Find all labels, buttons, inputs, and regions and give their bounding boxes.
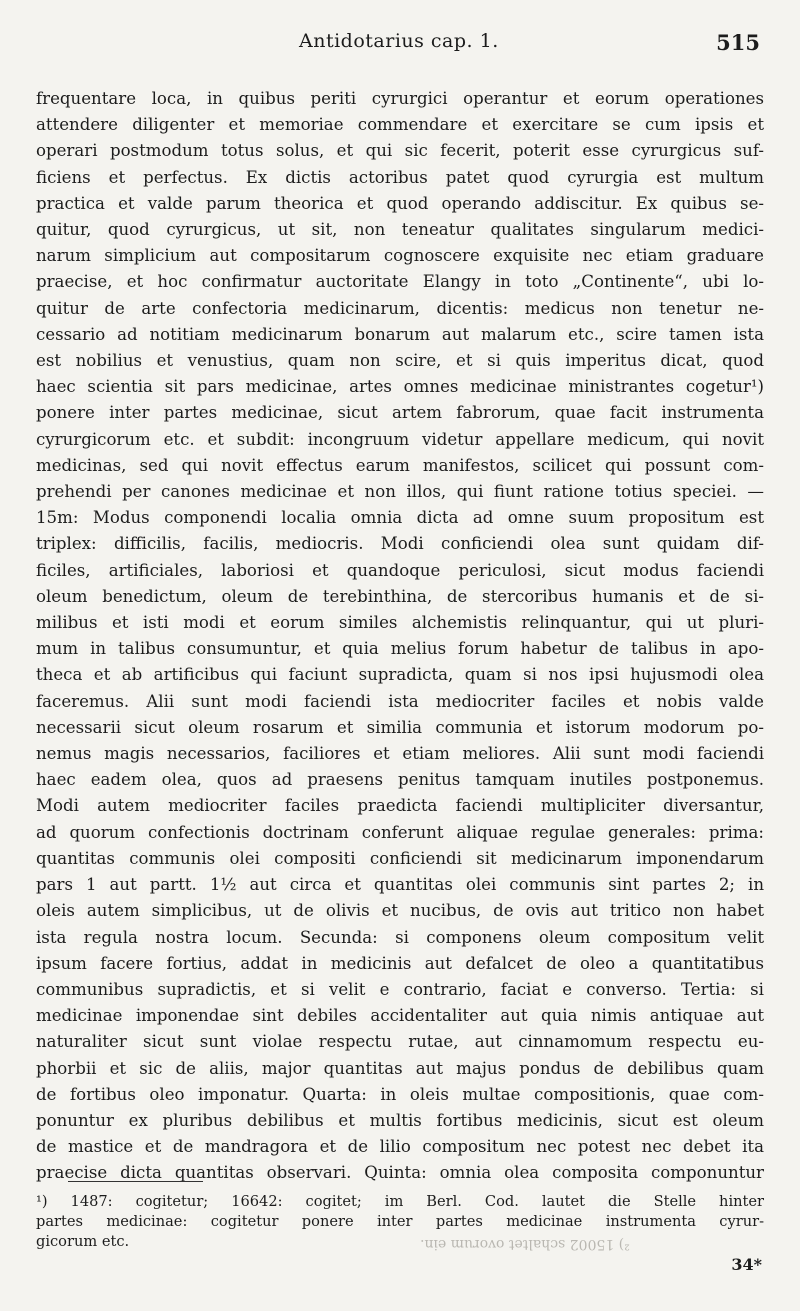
text-line: ipsum facere fortius, addat in medicinis aut defalcet de oleo a quantitatibus: [36, 953, 764, 973]
body-text: [36, 86, 764, 1187]
text-line: praecise, et hoc confirmatur auctoritate Elangy in toto „Continente“, ubi lo-: [36, 272, 764, 292]
text-line: nemus magis necessarios, faciliores et etiam meliores. Alii sunt modi faciendi: [36, 744, 764, 764]
text-line: milibus et isti modi et eorum similes alchemistis relinquantur, qui ut pluri-: [36, 613, 764, 633]
running-head: [0, 30, 800, 60]
text-line: naturaliter sicut sunt violae respectu rutae, aut cinnamomum respectu eu-: [36, 1032, 764, 1052]
text-line: mum in talibus consumuntur, et quia melius forum habetur de talibus in apo-: [36, 639, 764, 659]
text-line: haec eadem olea, quos ad praesens penitus tamquam inutiles postponemus.: [36, 770, 764, 790]
text-line: cessario ad notitiam medicinarum bonarum aut malarum etc., scire tamen ista: [36, 324, 764, 344]
text-line: ad quorum confectionis doctrinam conferunt aliquae regulae generales: prima:: [36, 822, 764, 842]
text-line: frequentare loca, in quibus periti cyrurgici operantur et eorum operationes: [36, 89, 764, 108]
text-line: theca et ab artificibus qui faciunt supradicta, quam si nos ipsi hujusmodi olea: [36, 665, 764, 685]
text-line: medicinas, sed qui novit effectus earum manifestos, scilicet qui possunt com-: [36, 455, 764, 475]
text-line: quitur de arte confectoria medicinarum, dicentis: medicus non tenetur ne-: [36, 298, 764, 318]
footnote: [36, 1192, 764, 1252]
text-line: haec scientia sit pars medicinae, artes omnes medicinae ministrantes cogetur¹): [36, 377, 764, 397]
footnote-line: partes medicinae: cogitetur ponere inter partes medicinae instrumenta cyrur-: [36, 1213, 764, 1230]
text-line: triplex: difficilis, facilis, mediocris. Modi conficiendi olea sunt quidam dif-: [36, 534, 764, 554]
text-line: necessarii sicut oleum rosarum et similia communia et istorum modorum po-: [36, 717, 764, 737]
text-line: oleum benedictum, oleum de terebinthina, de stercoribus humanis et de si-: [36, 586, 764, 606]
text-line: oleis autem simplicibus, ut de olivis et nucibus, de ovis aut tritico non habet: [36, 901, 764, 921]
text-line: quantitas communis olei compositi conficiendi sit medicinarum imponendarum: [36, 848, 764, 868]
text-line: practica et valde parum theorica et quod operando addiscitur. Ex quibus se-: [36, 193, 764, 213]
text-line: communibus supradictis, et si velit e contrario, faciat e converso. Tertia: si: [36, 979, 764, 999]
footnote-line: ¹) 1487: cogitetur; 16642: cogitet; im Berl. Cod. lautet die Stelle hinter: [36, 1193, 764, 1210]
text-line: quitur, quod cyrurgicus, ut sit, non teneatur qualitates singularum medici-: [36, 220, 764, 240]
text-line: de mastice et de mandragora et de lilio compositum nec potest nec debet ita: [36, 1137, 764, 1157]
footnote-line: gicorum etc.: [36, 1233, 130, 1250]
text-line: phorbii et sic de aliis, major quantitas aut majus pondus de debilibus quam: [36, 1058, 764, 1078]
text-line: de fortibus oleo imponatur. Quarta: in oleis multae compositionis, quae com-: [36, 1084, 764, 1104]
running-title: Antidotarius cap. 1.: [299, 30, 499, 52]
text-line: narum simplicium aut compositarum cognoscere exquisite nec etiam graduare: [36, 246, 764, 266]
text-line: ponere inter partes medicinae, sicut artem fabrorum, quae facit instrumenta: [36, 403, 764, 423]
text-line: attendere diligenter et memoriae commendare et exercitare se cum ipsis et: [36, 115, 764, 135]
text-line: prehendi per canones medicinae et non illos, qui fiunt ratione totius speciei. —: [36, 482, 764, 502]
show-through-text: ²) 15002 schaltet ovorum ein.: [420, 1236, 630, 1252]
text-line: ficiens et perfectus. Ex dictis actoribus patet quod cyrurgia est multum: [36, 167, 764, 187]
signature-mark: 34*: [731, 1255, 762, 1274]
text-line: faceremus. Alii sunt modi faciendi ista mediocriter faciles et nobis valde: [36, 691, 764, 711]
footnote-rule: [68, 1181, 203, 1182]
text-line: est nobilius et venustius, quam non scire, et si quis imperitus dicat, quod: [36, 351, 764, 371]
text-line: praecise dicta quantitas observari. Quinta: omnia olea composita componuntur: [36, 1163, 764, 1183]
text-line: medicinae imponendae sint debiles accidentaliter aut quia nimis antiquae aut: [36, 1006, 764, 1026]
text-line: pars 1 aut partt. 1½ aut circa et quantitas olei communis sint partes 2; in: [36, 875, 764, 895]
text-line: operari postmodum totus solus, et qui sic fecerit, poterit esse cyrurgicus suf-: [36, 141, 764, 161]
text-line: ficiles, artificiales, laboriosi et quandoque periculosi, sicut modus faciendi: [36, 560, 764, 580]
text-line: ista regula nostra locum. Secunda: si componens oleum compositum velit: [36, 927, 764, 947]
page-number: 515: [716, 30, 760, 55]
text-line: 15m: Modus componendi localia omnia dicta ad omne suum propositum est: [36, 508, 764, 528]
text-line: cyrurgicorum etc. et subdit: incongruum videtur appellare medicum, qui novit: [36, 429, 764, 449]
text-line: Modi autem mediocriter faciles praedicta faciendi multipliciter diversantur,: [36, 796, 764, 816]
text-line: ponuntur ex pluribus debilibus et multis fortibus medicinis, sicut est oleum: [36, 1110, 764, 1130]
